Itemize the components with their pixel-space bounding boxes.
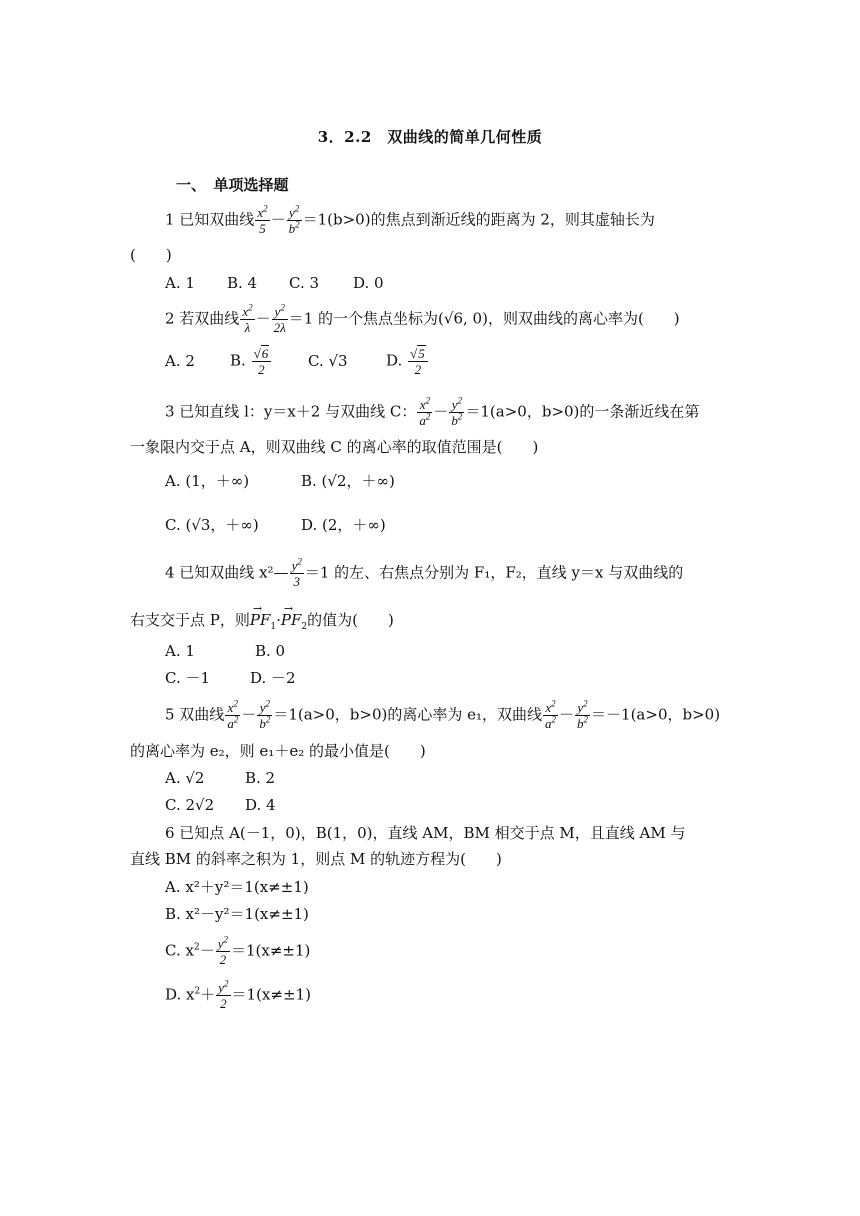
question-6-option-c: C. $x^2-$ $\frac{y^2}{2}$ ＝1(x≠±1) xyxy=(165,934,311,967)
option-a: A. (1，＋∞) xyxy=(165,472,250,490)
question-6-option-b: B. x²－y²＝1(x≠±1) xyxy=(165,905,309,923)
question-3-line-1: 3 已知直线 l：y＝x＋2 与双曲线 C： $\frac{x^2}{a^2}$ － $\frac{y^2}{b^2}$ ＝1(a>0，b>0)的一条渐近线在第 xyxy=(165,395,700,428)
question-3-options-row-2 xyxy=(165,514,386,536)
question-3-line-2: 一象限内交于点 A，则双曲线 C 的离心率的取值范围是( ) xyxy=(130,438,539,456)
option-b: B. 0 xyxy=(255,642,286,660)
option-d: D. 4 xyxy=(245,796,276,814)
option-a: A. 1 xyxy=(165,642,195,660)
option-d: D. $\frac{√5}{2}$ xyxy=(386,346,429,377)
question-4-options-row-2 xyxy=(165,667,296,689)
option-c: C. 3 xyxy=(289,274,320,292)
option-c: C. √3 xyxy=(308,351,348,370)
question-4-line-1: 4 已知双曲线 x²— $\frac{y^2}{3}$ ＝1 的左、右焦点分别为 F₁，F₂，直线 y＝x 与双曲线的 xyxy=(165,556,684,589)
option-a: A. 2 xyxy=(165,351,195,370)
question-6-line-1: 6 已知点 A(－1，0)，B(1，0)，直线 AM，BM 相交于点 M，且直线 AM 与 xyxy=(165,824,686,842)
question-2-line-1: 2 若双曲线 $\frac{x^2}{\lambda}$ － $\frac{y^2}{2\lambda}$ ＝1 的一个焦点坐标为(√6, 0)，则双曲线的离心率为( ) xyxy=(165,302,680,335)
option-d: D. －2 xyxy=(250,669,296,687)
page-title: 3．2.2 双曲线的简单几何性质 xyxy=(317,128,543,146)
option-b: B. (√2，＋∞) xyxy=(301,472,395,490)
option-d: D. (2，＋∞) xyxy=(301,516,386,534)
option-c: C. －1 xyxy=(165,669,211,687)
question-5-options-row-2 xyxy=(165,794,276,816)
option-c: C. 2√2 xyxy=(165,796,215,814)
question-6-line-2: 直线 BM 的斜率之积为 1，则点 M 的轨迹方程为( ) xyxy=(130,850,502,868)
question-3-options-row-1 xyxy=(165,470,395,492)
option-b: B. $\frac{√6}{2}$ xyxy=(230,346,308,377)
question-1-paren: ( ) xyxy=(130,246,172,264)
question-4-line-2: 右支交于点 P，则→ $PF_1\cdot\to PF_2$的值为( ) xyxy=(130,609,394,631)
question-5-line-2: 的离心率为 e₂，则 e₁＋e₂ 的最小值是( ) xyxy=(130,742,426,760)
option-a: A. 1 xyxy=(165,274,195,292)
option-a: A. √2 xyxy=(165,769,205,787)
option-b: B. 4 xyxy=(227,274,258,292)
question-6-option-d: D. $x^2+$ $\frac{y^2}{2}$ ＝1(x≠±1) xyxy=(165,978,311,1011)
option-b: B. 2 xyxy=(245,769,276,787)
option-d: D. 0 xyxy=(353,274,384,292)
question-6-option-a: A. x²＋y²＝1(x≠±1) xyxy=(165,878,309,896)
question-5-options-row-1 xyxy=(165,767,275,789)
question-1-options xyxy=(165,272,384,294)
question-5-line-1: 5 双曲线 $\frac{x^2}{a^2}$ － $\frac{y^2}{b^2}$ ＝1(a>0，b>0)的离心率为 e₁，双曲线 $\frac{x^2}{a^2}$ － $\frac{y^2}{b^2}$ ＝－1(a>0，b>0) xyxy=(165,698,721,731)
question-4-options-row-1 xyxy=(165,640,285,662)
option-c: C. (√3，＋∞) xyxy=(165,516,259,534)
question-1-line-1: 1 已知双曲线 $\frac{x^2}{5}$ － $\frac{y^2}{b^2}$ ＝1(b>0)的焦点到渐近线的距离为 2，则其虚轴长为 xyxy=(165,203,655,236)
question-2-options xyxy=(165,346,429,377)
section-heading: 一、 单项选择题 xyxy=(176,176,289,194)
